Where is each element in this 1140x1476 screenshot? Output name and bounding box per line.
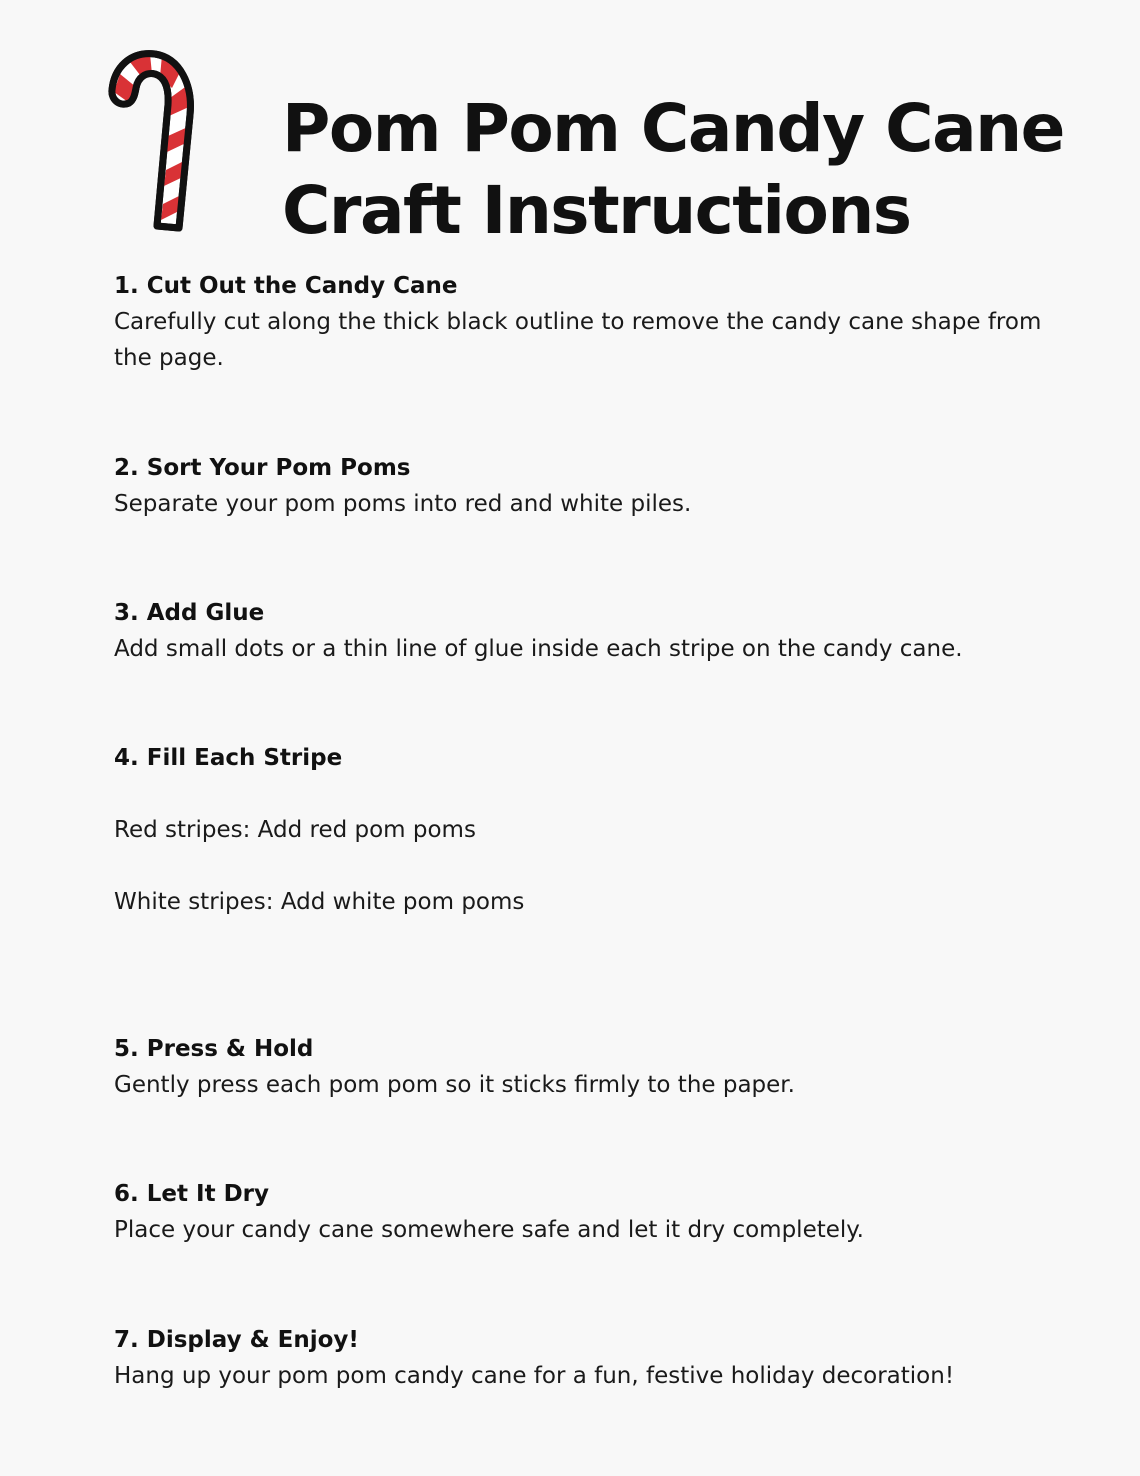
step-2 [114,450,1054,522]
step-text: Hang up your pom pom candy cane for a fun, festive holiday decoration! [114,1363,955,1389]
step-3 [114,595,1054,667]
step-heading: 1. Cut Out the Candy Cane [114,273,458,299]
title-line-1: Pom Pom Candy Cane [282,90,1064,167]
step-7 [114,1322,1054,1394]
step-line-red: Red stripes: Add red pom poms [114,817,476,843]
title-line-2: Craft Instructions [282,172,911,249]
step-line-white: White stripes: Add white pom poms [114,889,525,915]
step-text: Add small dots or a thin line of glue inside each stripe on the candy cane. [114,636,963,662]
step-heading: 7. Display & Enjoy! [114,1327,359,1353]
step-5 [114,1031,1054,1103]
step-4 [114,740,1054,920]
step-heading: 4. Fill Each Stripe [114,745,343,771]
step-text: Place your candy cane somewhere safe and let it dry completely. [114,1217,864,1243]
step-heading: 5. Press & Hold [114,1036,314,1062]
step-text: Gently press each pom pom so it sticks firmly to the paper. [114,1072,795,1098]
step-text: Separate your pom poms into red and white piles. [114,491,692,517]
step-text: Carefully cut along the thick black outline to remove the candy cane shape from the page. [114,309,1042,371]
page-header [0,0,1140,260]
candy-cane-icon [100,40,215,245]
step-1 [114,268,1054,376]
step-heading: 6. Let It Dry [114,1181,269,1207]
step-heading: 2. Sort Your Pom Poms [114,455,411,481]
page-title [282,88,1064,252]
step-6 [114,1176,1054,1248]
step-heading: 3. Add Glue [114,600,265,626]
